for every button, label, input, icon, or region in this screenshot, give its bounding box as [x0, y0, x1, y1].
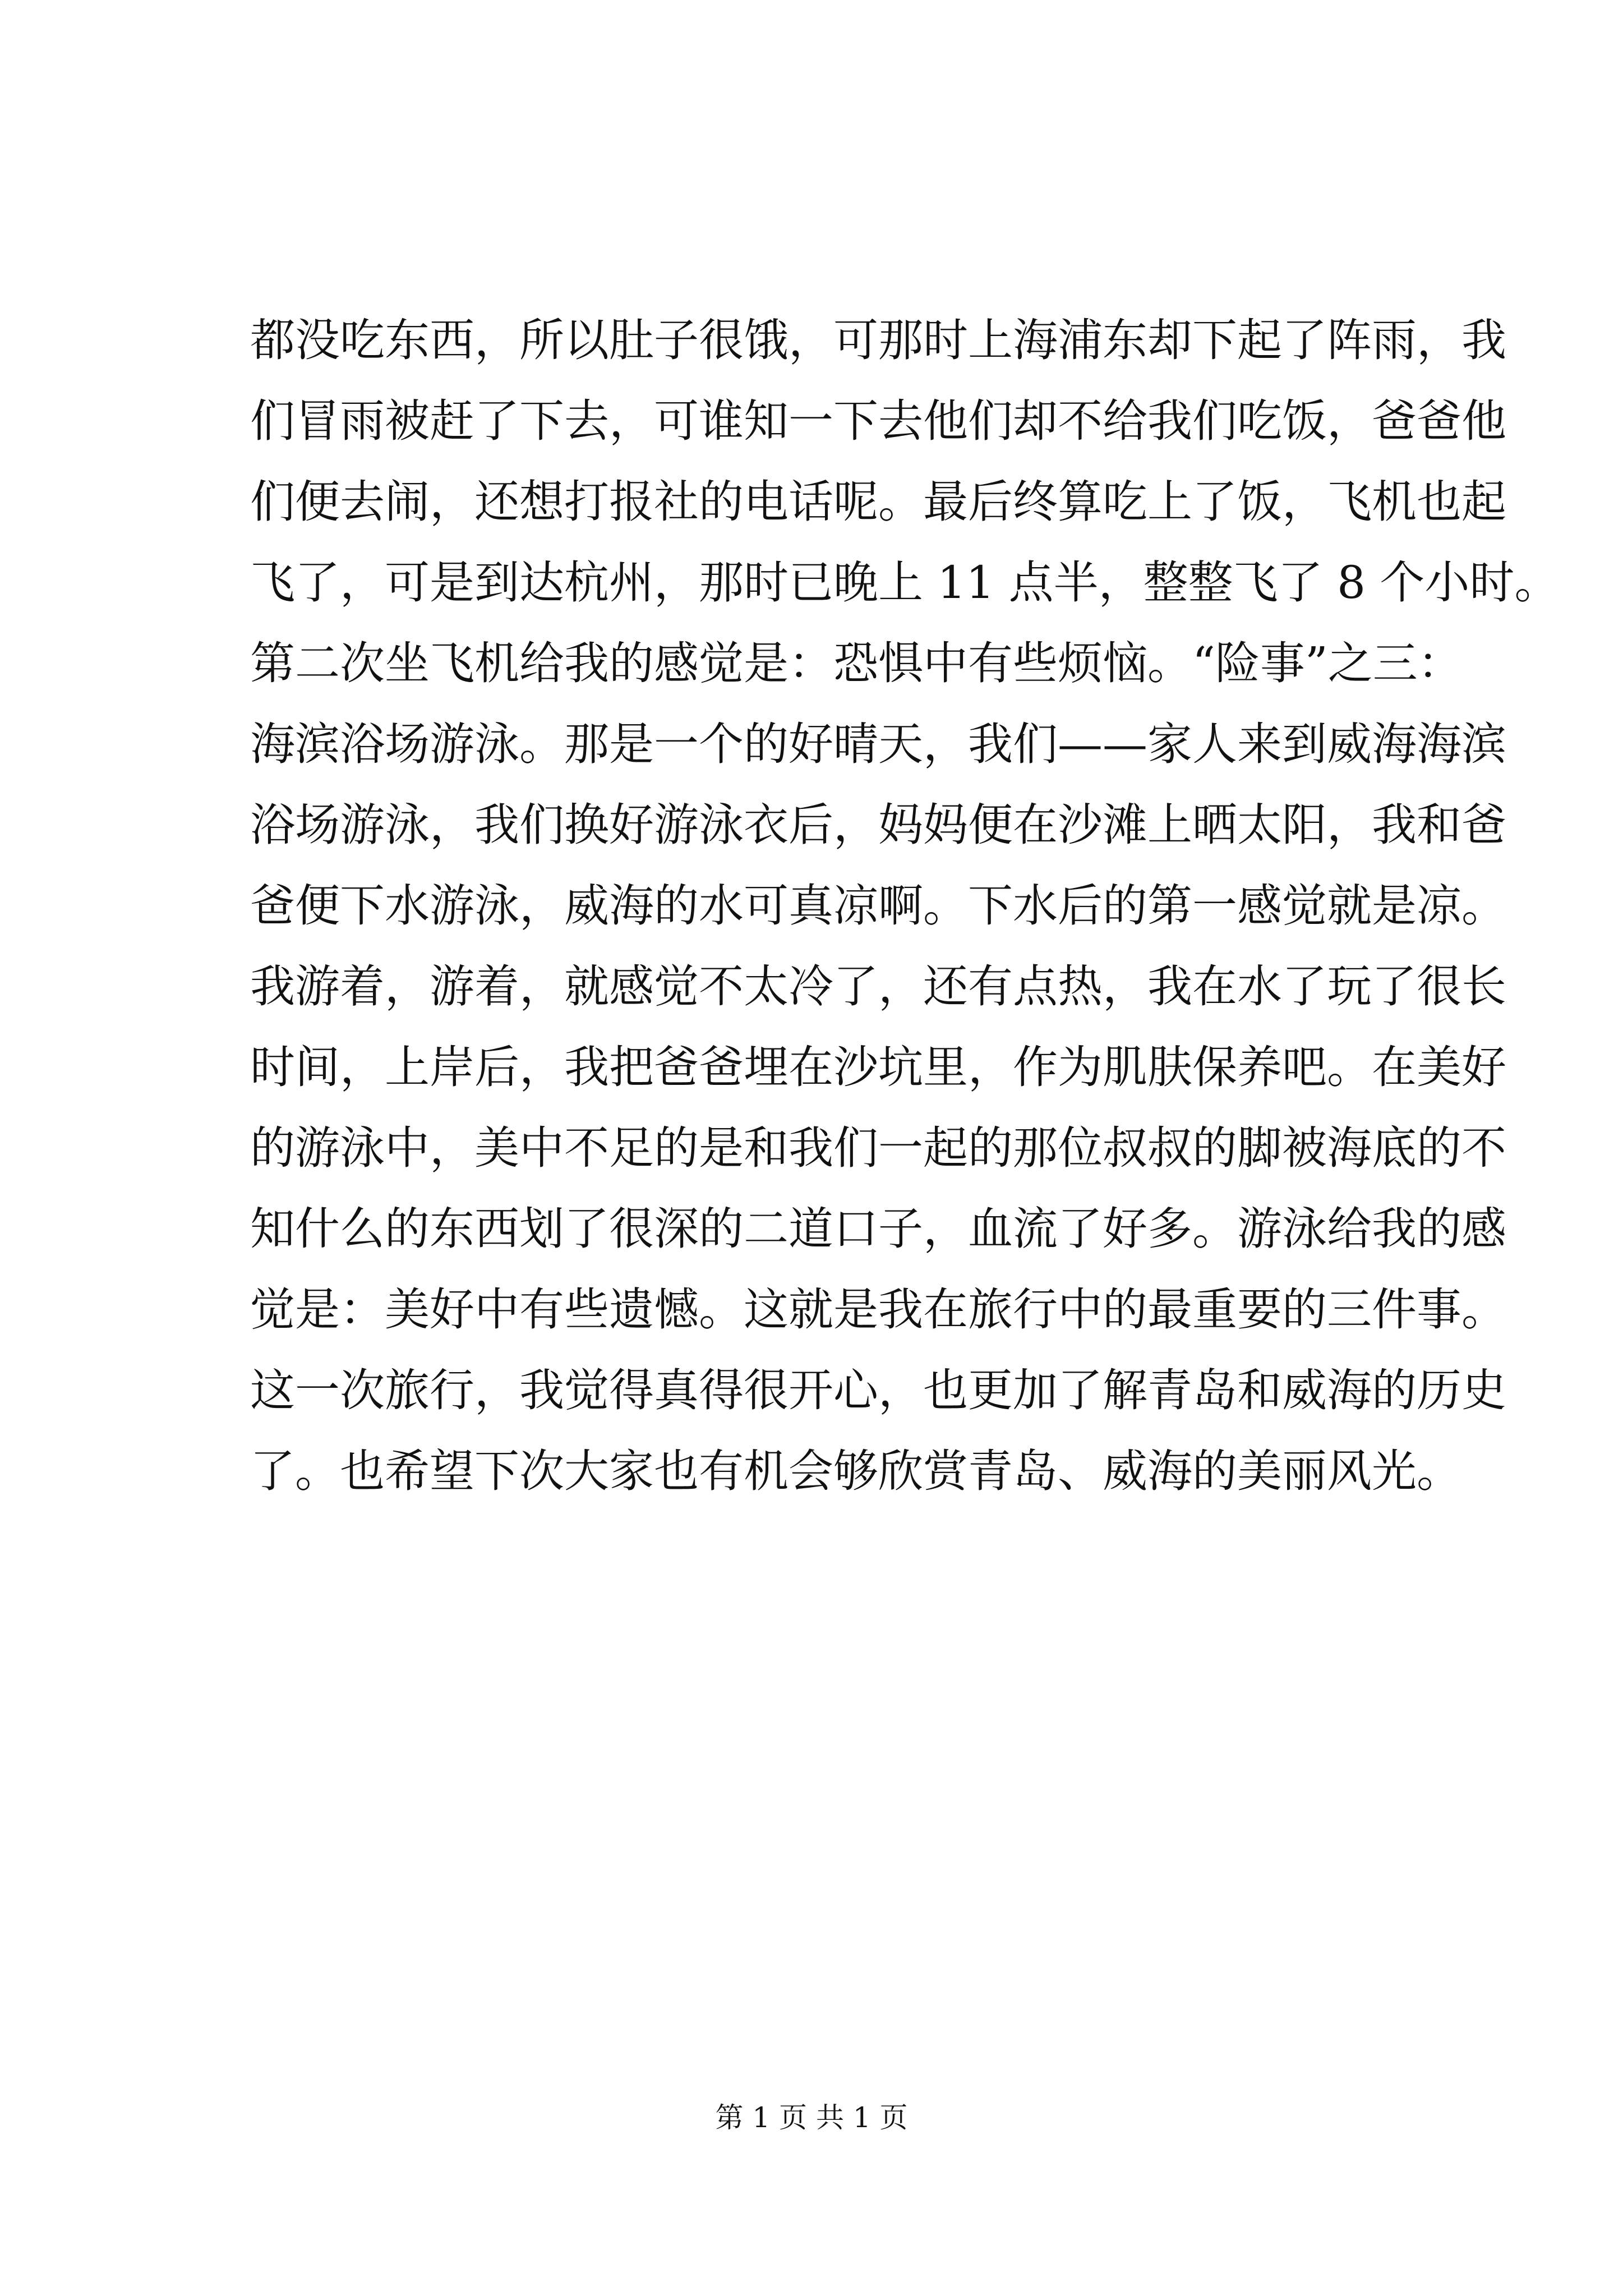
text-line: 这一次旅行，我觉得真得很开心，也更加了解青岛和威海的历史 — [250, 1364, 1506, 1416]
text-line: 海滨浴场游泳。那是一个的好晴天，我们——家人来到威海海滨 — [250, 718, 1506, 770]
text-line: 都没吃东西，所以肚子很饿，可那时上海浦东却下起了阵雨，我 — [250, 314, 1506, 366]
text-line: 我游着，游着，就感觉不太冷了，还有点热，我在水了玩了很长 — [250, 960, 1506, 1013]
text-line: 飞了，可是到达杭州，那时已晚上 11 点半，整整飞了 8 个小时。 — [250, 556, 1560, 609]
page-footer — [0, 2098, 1623, 2137]
page-number-label: 第 1 页 共 1 页 — [715, 2101, 908, 2134]
text-line: 的游泳中，美中不足的是和我们一起的那位叔叔的脚被海底的不 — [250, 1122, 1506, 1174]
text-line: 们冒雨被赶了下去，可谁知一下去他们却不给我们吃饭，爸爸他 — [250, 395, 1506, 447]
text-line: 浴场游泳，我们换好游泳衣后，妈妈便在沙滩上晒太阳，我和爸 — [250, 799, 1506, 851]
text-line: 爸便下水游泳，威海的水可真凉啊。下水后的第一感觉就是凉。 — [250, 880, 1506, 932]
text-line: 时间，上岸后，我把爸爸埋在沙坑里，作为肌肤保养吧。在美好 — [250, 1041, 1506, 1093]
text-line: 觉是：美好中有些遗憾。这就是我在旅行中的最重要的三件事。 — [250, 1283, 1506, 1336]
body-text — [250, 300, 1560, 1512]
text-line: 知什么的东西划了很深的二道口子，血流了好多。游泳给我的感 — [250, 1203, 1506, 1255]
text-line: 第二次坐飞机给我的感觉是：恐惧中有些烦恼。“险事”之三： — [250, 637, 1463, 689]
text-line: 们便去闹，还想打报社的电话呢。最后终算吃上了饭，飞机也起 — [250, 476, 1506, 528]
text-line: 了。也希望下次大家也有机会够欣赏青岛、威海的美丽风光。 — [250, 1445, 1461, 1497]
